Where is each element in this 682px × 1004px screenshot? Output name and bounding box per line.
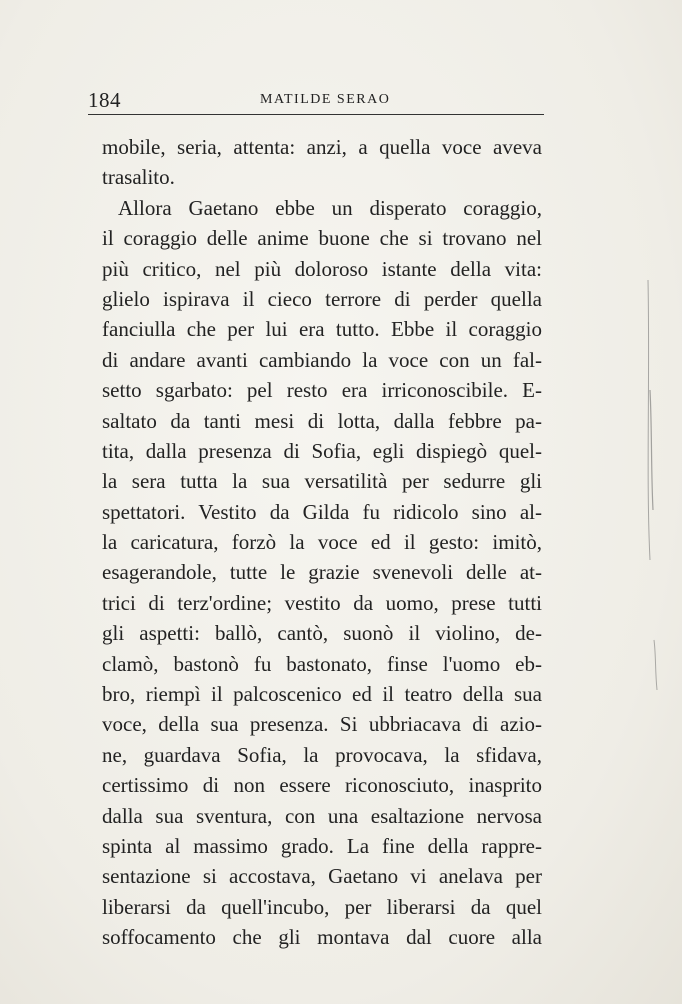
text-line: bro, riempì il palcoscenico ed il teatro della sua bbox=[102, 682, 542, 707]
text-line: dalla sua sventura, con una esaltazione nervosa bbox=[102, 803, 542, 828]
text-line: spinta al massimo grado. La fine della rappre- bbox=[102, 833, 542, 858]
text-line: la caricatura, forzò la voce ed il gesto: imitò, bbox=[102, 530, 542, 555]
text-line: mobile, seria, attenta: anzi, a quella voce aveva bbox=[102, 135, 542, 159]
text-line: il coraggio delle anime buone che si trovano nel bbox=[102, 226, 542, 251]
text-line: di andare avanti cambiando la voce con un fal- bbox=[102, 347, 542, 372]
text-line: sentazione si accostava, Gaetano vi anelava per bbox=[102, 864, 542, 889]
running-title: MATILDE SERAO bbox=[260, 92, 391, 107]
text-line: spettatori. Vestito da Gilda fu ridicolo sino al- bbox=[102, 499, 542, 524]
page-number: 184 bbox=[88, 88, 121, 112]
text-line: setto sgarbato: pel resto era irriconoscibile. E- bbox=[102, 378, 542, 403]
text-line: clamò, bastonò fu bastonato, finse l'uomo eb- bbox=[102, 651, 542, 676]
text-line: saltato da tanti mesi di lotta, dalla febbre pa- bbox=[102, 408, 542, 433]
text-line: esagerandole, tutte le grazie svenevoli delle at- bbox=[102, 560, 542, 585]
text-line: liberarsi da quell'incubo, per liberarsi da quel bbox=[102, 894, 542, 919]
text-line: ne, guardava Sofia, la provocava, la sfidava, bbox=[102, 742, 542, 767]
body-text bbox=[102, 132, 542, 953]
text-line: tita, dalla presenza di Sofia, egli dispiegò quel- bbox=[102, 438, 542, 463]
text-line: più critico, nel più doloroso istante della vita: bbox=[102, 256, 542, 281]
text-line: certissimo di non essere riconosciuto, inasprito bbox=[102, 773, 542, 798]
text-line: gli aspetti: ballò, cantò, suonò il violino, de- bbox=[102, 621, 542, 646]
text-line: la sera tutta la sua versatilità per sedurre gli bbox=[102, 469, 542, 494]
text-line: Allora Gaetano ebbe un disperato coraggio, bbox=[118, 195, 542, 220]
page-edge-shadow bbox=[642, 260, 682, 700]
text-line: voce, della sua presenza. Si ubbriacava di azio- bbox=[102, 712, 542, 737]
text-line: trasalito. bbox=[102, 165, 175, 190]
text-line: fanciulla che per lui era tutto. Ebbe il coraggio bbox=[102, 317, 542, 342]
text-line: soffocamento che gli montava dal cuore alla bbox=[102, 925, 542, 950]
page-header bbox=[88, 88, 544, 115]
text-line: glielo ispirava il cieco terrore di perder quella bbox=[102, 286, 542, 311]
text-line: trici di terz'ordine; vestito da uomo, prese tutti bbox=[102, 590, 542, 615]
